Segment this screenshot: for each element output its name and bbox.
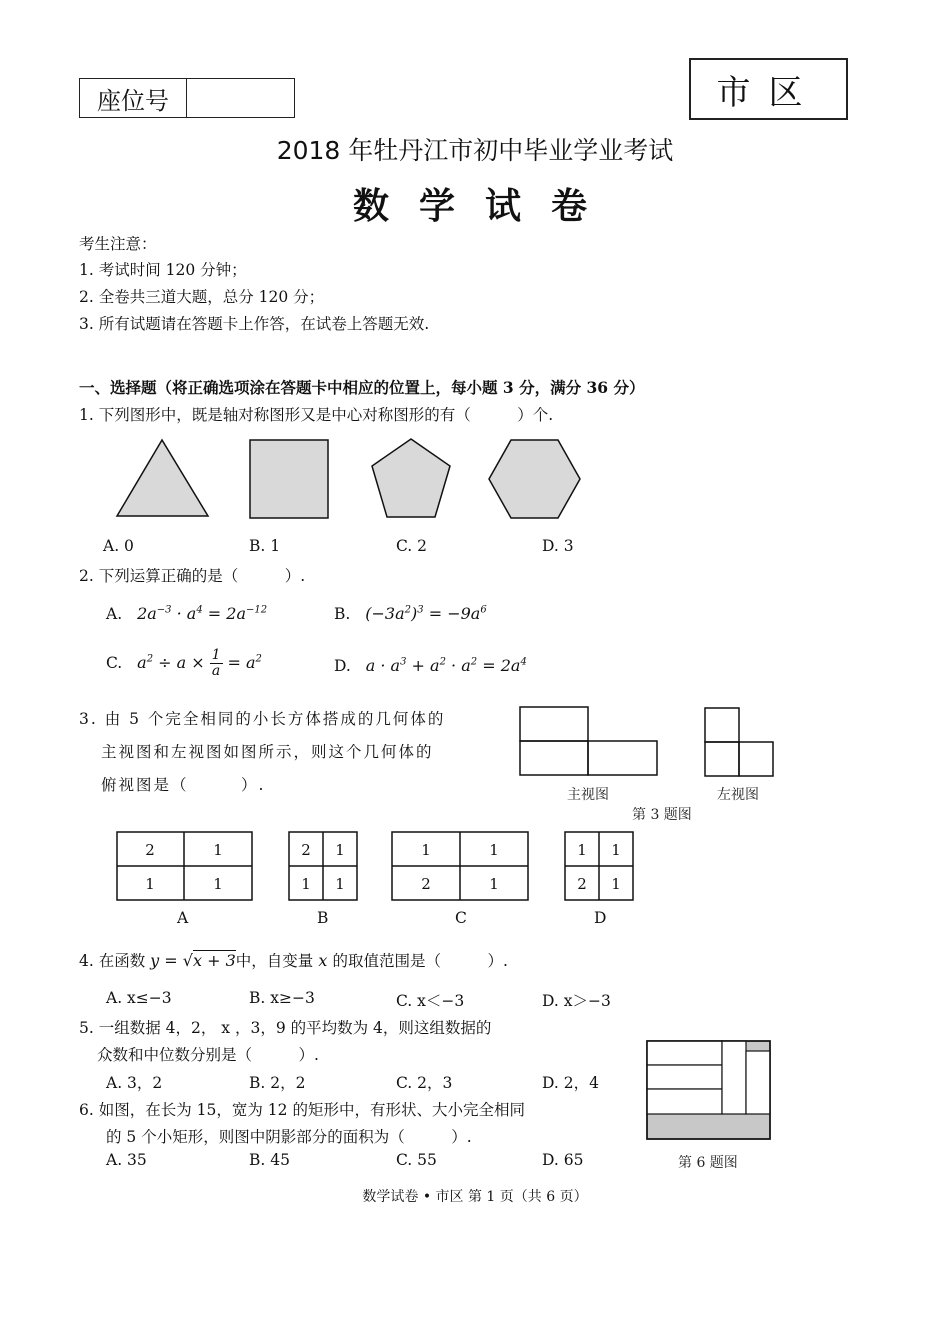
grid-cell: 2 xyxy=(577,875,587,893)
section-heading: 一、选择题（将正确选项涂在答题卡中相应的位置上，每小题 3 分，满分 36 分） xyxy=(79,378,645,397)
q1-option-c: C. 2 xyxy=(396,537,428,555)
option-label: B. xyxy=(334,605,351,623)
q2-option-b: B. $(-3a^2)^3 = -9a^6$ xyxy=(334,604,487,623)
q1-option-a: A. 0 xyxy=(103,537,134,555)
q2-option-d: D. $a \cdot a^3 + a^2 \cdot a^2 = 2a^4$ xyxy=(334,656,527,675)
q5-option-b: B. 2，2 xyxy=(249,1074,306,1092)
main-view-caption: 主视图 xyxy=(567,787,609,803)
district-box: 市区 xyxy=(689,58,848,120)
q6-option-a: A. 35 xyxy=(106,1151,147,1169)
q5-option-d: D. 2，4 xyxy=(542,1074,599,1092)
grid-cell: 1 xyxy=(335,841,345,859)
grid-cell: 1 xyxy=(213,841,223,859)
q5-option-c: C. 2，3 xyxy=(396,1074,453,1092)
q4-stem-pre: 4. 在函数 xyxy=(79,952,146,970)
q4-stem: 4. 在函数 y = √x + 3中，自变量 x 的取值范围是（ ）. xyxy=(79,951,508,970)
q6-line2: 的 5 个小矩形，则图中阴影部分的面积为（ ）. xyxy=(106,1128,472,1146)
grid-cell: 1 xyxy=(611,875,621,893)
grid-cell: 1 xyxy=(611,841,621,859)
grid-cell: 1 xyxy=(421,841,431,859)
q4-stem-post: 的取值范围是（ ）. xyxy=(332,952,508,970)
grid-cell: 2 xyxy=(301,841,311,859)
grid-cell: 1 xyxy=(489,875,499,893)
seat-number-label: 座位号 xyxy=(80,79,187,117)
notes-heading: 考生注意： xyxy=(79,235,157,253)
q1-option-b: B. 1 xyxy=(249,537,281,555)
q4-stem-mid: 中，自变量 xyxy=(235,952,314,970)
grid-label-a: A xyxy=(177,909,189,927)
q6-option-b: B. 45 xyxy=(249,1151,290,1169)
grid-cell: 1 xyxy=(577,841,587,859)
q2-option-a: A. $2a^{-3} \cdot a^4 = 2a^{-12}$ xyxy=(106,604,268,623)
grid-label-c: C xyxy=(455,909,467,927)
q4-option-c: C. x＜−3 xyxy=(396,992,465,1010)
q4-option-d: D. x＞−3 xyxy=(542,992,611,1010)
note-item: 2. 全卷共三道大题，总分 120 分； xyxy=(79,288,325,306)
grid-cell: 1 xyxy=(489,841,499,859)
exam-title: 2018 年牡丹江市初中毕业学业考试 xyxy=(276,136,674,165)
option-label: A. xyxy=(106,605,123,623)
q6-line1: 6. 如图，在长为 15，宽为 12 的矩形中，有形状、大小完全相同 xyxy=(79,1101,525,1119)
grid-cell: 1 xyxy=(213,875,223,893)
left-view-caption: 左视图 xyxy=(717,787,759,803)
grid-cell: 1 xyxy=(335,875,345,893)
q5-line2: 众数和中位数分别是（ ）. xyxy=(97,1046,319,1064)
q2-stem: 2. 下列运算正确的是（ ）. xyxy=(79,567,306,585)
grid-label-b: B xyxy=(317,909,329,927)
q5-line1: 5. 一组数据 4，2， x ，3，9 的平均数为 4，则这组数据的 xyxy=(79,1019,492,1037)
note-item: 3. 所有试题请在答题卡上作答，在试卷上答题无效. xyxy=(79,315,430,333)
page-footer: 数学试卷 • 市区 第 1 页（共 6 页） xyxy=(362,1189,588,1205)
q1-stem: 1. 下列图形中，既是轴对称图形又是中心对称图形的有（ ）个. xyxy=(79,406,554,424)
q4-function: y = √x + 3 xyxy=(150,951,236,970)
q3-line2: 主视图和左视图如图所示，则这个几何体的 xyxy=(101,743,434,761)
q3-line1: 3. 由 5 个完全相同的小长方体搭成的几何体的 xyxy=(79,710,446,728)
q2-option-c: C. $a^2 \div a$ × $\frac{1}{a}$ = $a^2$ xyxy=(106,647,262,680)
grid-cell: 1 xyxy=(145,875,155,893)
grid-cell: 2 xyxy=(145,841,155,859)
grid-label-d: D xyxy=(594,909,607,927)
q1-option-d: D. 3 xyxy=(542,537,574,555)
q5-option-a: A. 3，2 xyxy=(106,1074,163,1092)
note-item: 1. 考试时间 120 分钟； xyxy=(79,261,247,279)
q6-option-d: D. 65 xyxy=(542,1151,584,1169)
q4-option-a: A. x≤−3 xyxy=(106,989,172,1007)
grid-cell: 1 xyxy=(301,875,311,893)
q3-figure-caption: 第 3 题图 xyxy=(632,807,692,823)
q6-figure-caption: 第 6 题图 xyxy=(678,1155,738,1171)
q6-option-c: C. 55 xyxy=(396,1151,437,1169)
option-label: C. xyxy=(106,653,123,672)
q3-line3: 俯视图是（ ）. xyxy=(101,776,266,794)
paper-title: 数学试卷 xyxy=(352,186,617,227)
grid-cell: 2 xyxy=(421,875,431,893)
q4-option-b: B. x≥−3 xyxy=(249,989,315,1007)
option-label: D. xyxy=(334,657,351,675)
